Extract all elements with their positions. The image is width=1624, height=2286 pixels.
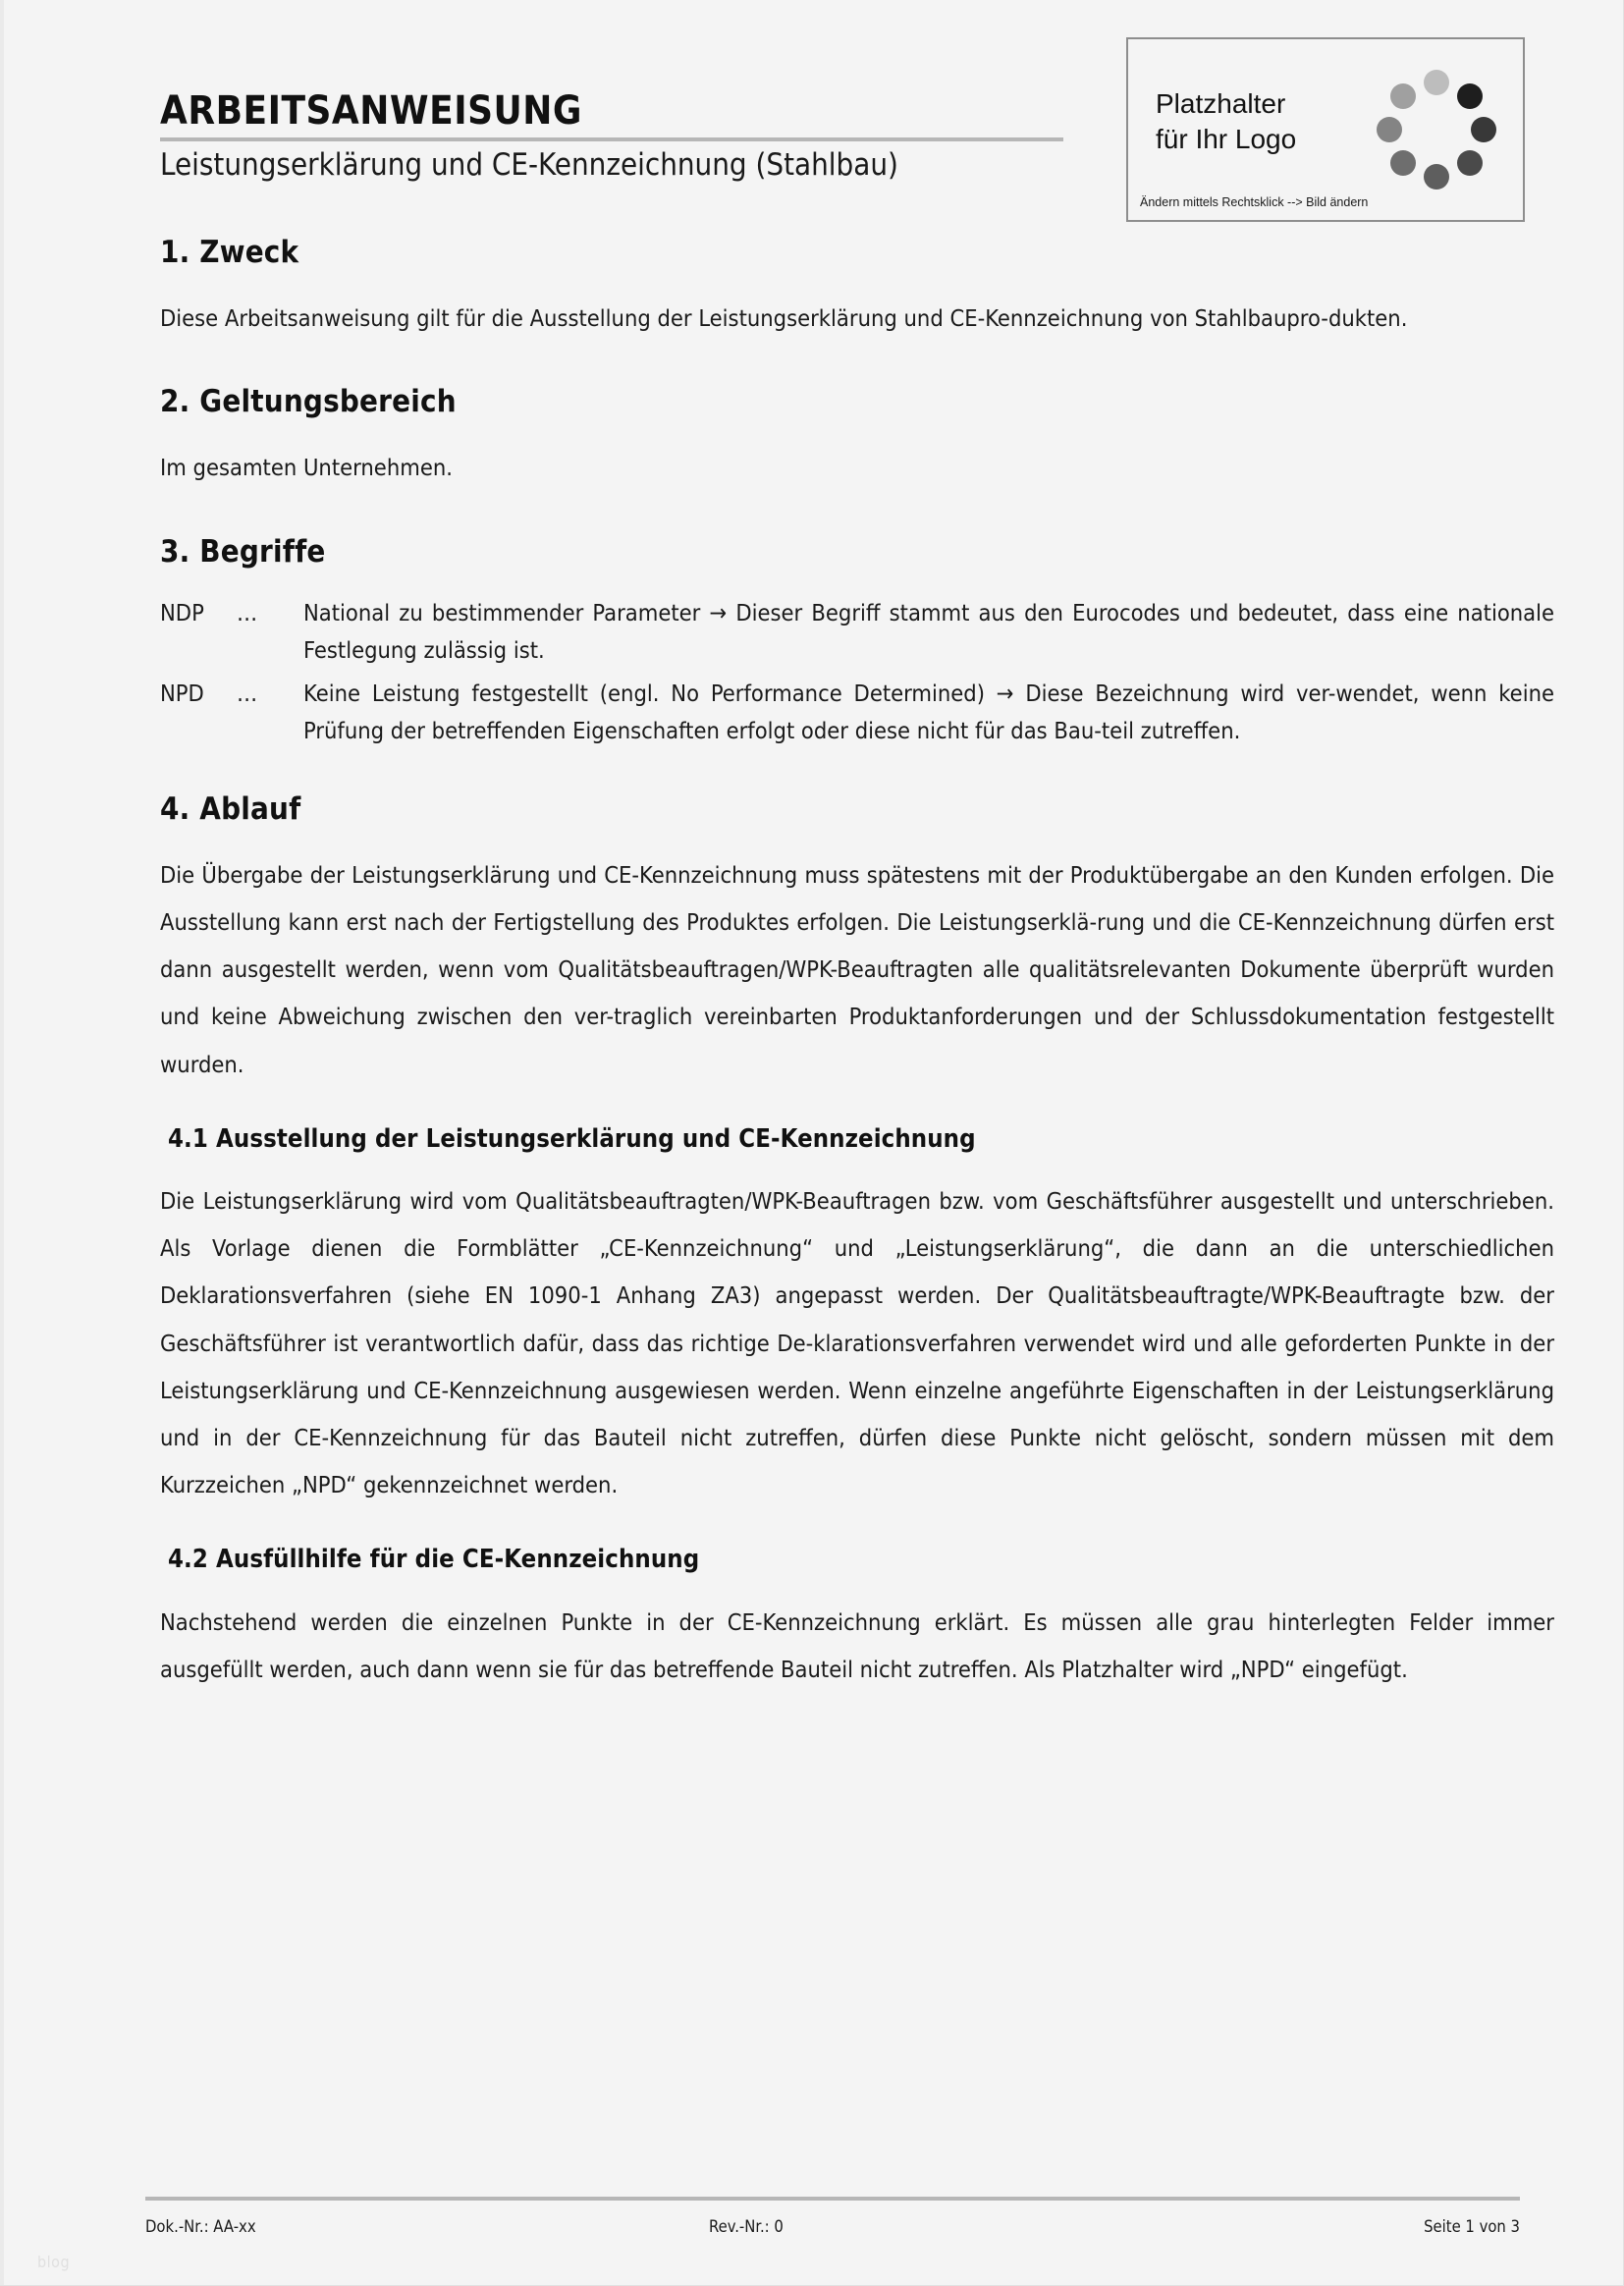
document-content xyxy=(160,236,1554,1736)
section-heading: 4. Ablauf xyxy=(160,790,301,827)
logo-line-2: für Ihr Logo xyxy=(1156,123,1297,154)
page-subtitle: Leistungserklärung und CE-Kennzeichnung (Stahlbau) xyxy=(160,147,898,183)
document-section xyxy=(160,535,1554,749)
subsection-heading: 4.2 Ausfüllhilfe für die CE-Kennzeichnung xyxy=(168,1545,700,1575)
section-paragraph: Die Übergabe der Leistungserklärung und CE-Kennzeichnung muss spätestens mit der Produktübergabe an den Kunden erfolgen. Die Ausstellung kann erst nach der Fertigstellung des Produktes erfolgen. Die Leistungserklä-rung und die CE-Kennzeichnung dürfen erst dann ausgestellt werden, wenn vom Qualitätsbeauftragen/WPK-Beauftragten alle qualitätsrelevanten Dokumente überprüft wurden und keine Abweichung zwischen den ver-traglich vereinbarten Produktanforderungen und der Schlussdokumentation festgestellt wurden. xyxy=(160,860,1554,1078)
page-title: ARBEITSANWEISUNG xyxy=(160,88,582,134)
definition-dots: … xyxy=(237,598,258,626)
footer-revision: Rev.-Nr.: 0 xyxy=(709,2217,784,2236)
definition-row xyxy=(160,675,1554,749)
logo-line-1: Platzhalter xyxy=(1156,88,1286,119)
watermark: blog xyxy=(37,2253,71,2271)
logo-placeholder-text xyxy=(1156,86,1296,157)
spinner-dot xyxy=(1457,150,1483,176)
header-titles xyxy=(160,90,1063,184)
subsection-heading: 4.1 Ausstellung der Leistungserklärung und CE-Kennzeichnung xyxy=(168,1123,976,1154)
subsection-paragraph: Die Leistungserklärung wird vom Qualitätsbeauftragten/WPK-Beauftragen bzw. vom Geschäftsführer ausgestellt und unterschrieben. Als Vorlage dienen die Formblätter „CE-Kennzeichnung“ und „Leistungserklärung“, die dann an die unterschiedlichen Deklarationsverfahren (siehe EN 1090-1 Anhang ZA3) angepasst werden. Der Qualitätsbeauftragte/WPK-Beauftragte bzw. der Geschäftsführer ist verantwortlich dafür, dass das richtige De-klarationsverfahren verwendet wird und alle geforderten Punkte in der Leistungserklärung und CE-Kennzeichnung ausgewiesen werden. Wenn einzelne angeführte Eigenschaften in der Leistungserklärung und in der CE-Kennzeichnung für das Bauteil nicht zutreffen, dürfen diese Punkte nicht gelöscht, sondern müssen mit dem Kurzzeichen „NPD“ gekennzeichnet werden. xyxy=(160,1187,1554,1499)
section-heading: 3. Begriffe xyxy=(160,533,326,570)
definition-row xyxy=(160,594,1554,669)
subsection-paragraph: Nachstehend werden die einzelnen Punkte in der CE-Kennzeichnung erklärt. Es müssen alle grau hinterlegten Felder immer ausgefüllt werden, auch dann wenn sie für das betreffende Bauteil nicht zutreffen. Als Platzhalter wird „NPD“ eingefügt. xyxy=(160,1607,1554,1683)
document-footer xyxy=(145,2197,1520,2236)
logo-placeholder[interactable] xyxy=(1126,37,1525,222)
section-paragraph: Diese Arbeitsanweisung gilt für die Ausstellung der Leistungserklärung und CE-Kennzeichnung von Stahlbaupro-dukten. xyxy=(160,304,1408,333)
section-paragraph: Im gesamten Unternehmen. xyxy=(160,454,453,482)
section-heading: 1. Zweck xyxy=(160,235,299,270)
definition-description: National zu bestimmender Parameter → Dieser Begriff stammt aus den Eurocodes und bedeutet, dass eine nationale Festlegung zulässig ist. xyxy=(303,598,1554,664)
logo-change-hint: Ändern mittels Rechtsklick --> Bild ändern xyxy=(1140,195,1369,209)
title-divider xyxy=(160,137,1063,141)
definition-dots: … xyxy=(237,679,258,707)
definition-term: NDP xyxy=(160,598,204,626)
spinner-dot xyxy=(1424,164,1449,190)
spinner-dot xyxy=(1471,117,1496,142)
document-section xyxy=(160,385,1554,491)
spinner-dot xyxy=(1424,70,1449,95)
spinner-dot xyxy=(1390,83,1416,109)
definition-description: Keine Leistung festgestellt (engl. No Performance Determined) → Diese Bezeichnung wird ver-wendet, wenn keine Prüfung der betreffenden Eigenschaften erfolgt oder diese nicht für das Bau-teil zutreffen. xyxy=(303,679,1554,744)
footer-divider xyxy=(145,2197,1520,2201)
document-section xyxy=(160,236,1554,342)
spinner-dot xyxy=(1457,83,1483,109)
definition-list xyxy=(160,594,1554,749)
spinner-icon xyxy=(1372,65,1501,194)
document-header xyxy=(160,29,1525,209)
spinner-dot xyxy=(1377,117,1402,142)
document-section xyxy=(160,792,1554,1693)
spinner-dot xyxy=(1390,150,1416,176)
footer-doc-number: Dok.-Nr.: AA-xx xyxy=(145,2217,256,2236)
definition-term: NPD xyxy=(160,679,204,707)
section-heading: 2. Geltungsbereich xyxy=(160,384,457,420)
footer-page-number: Seite 1 von 3 xyxy=(1424,2217,1520,2236)
footer-row xyxy=(145,2217,1520,2236)
